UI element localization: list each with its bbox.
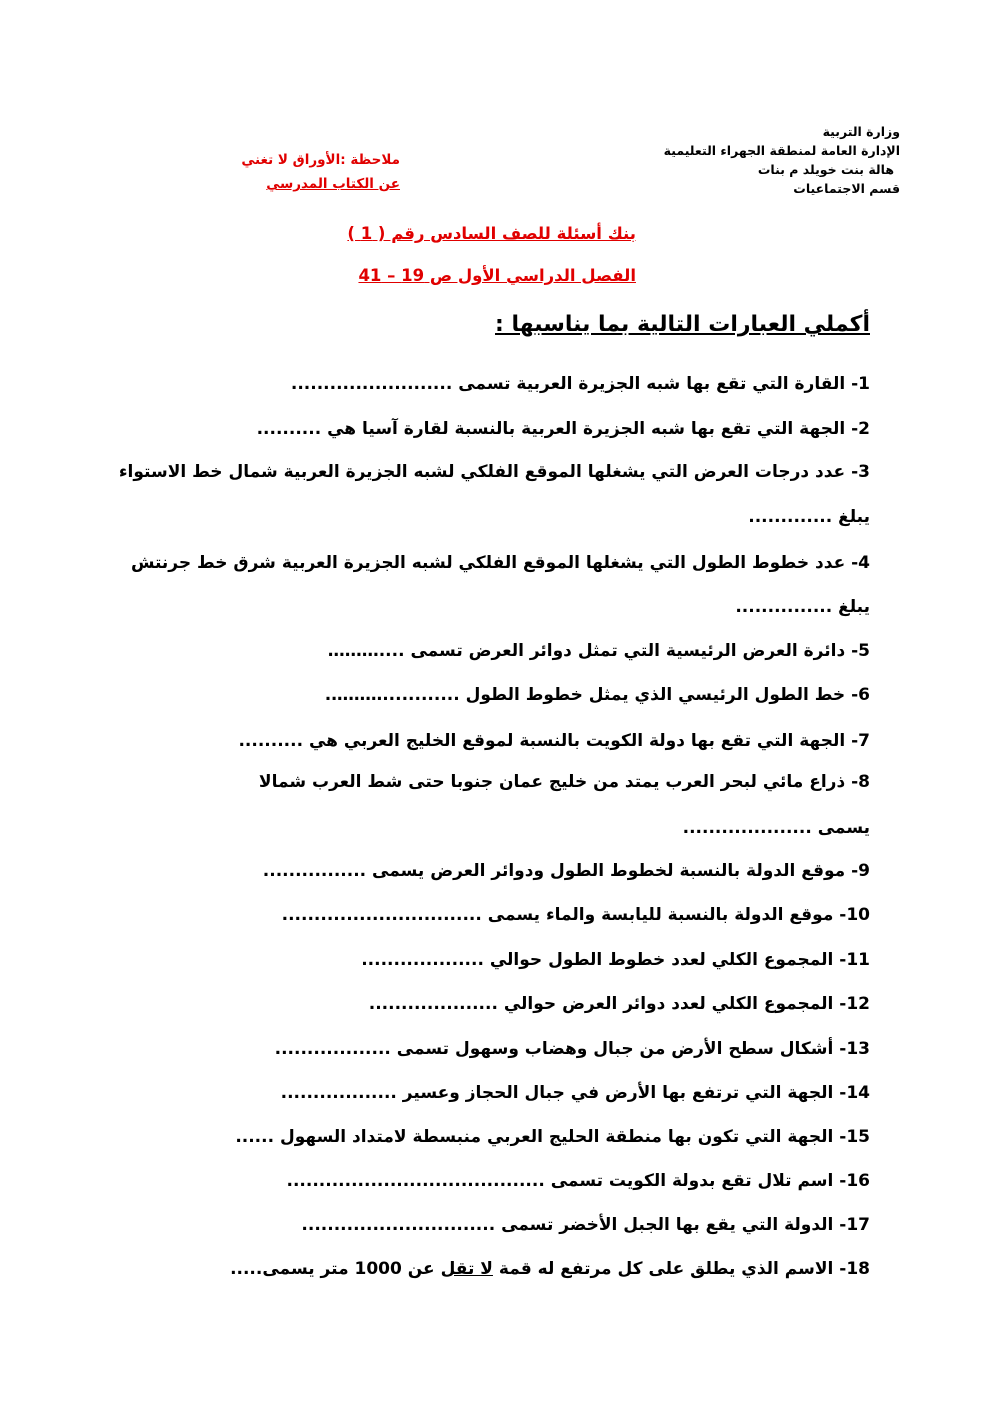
- question-18: [230, 1258, 870, 1280]
- note-line-1: ملاحظة :الأوراق لا تغني: [241, 152, 400, 168]
- semester-title: الفصل الدراسي الأول ص 19 – 41: [358, 266, 636, 285]
- question-7: 7- الجهة التي تقع بها دولة الكويت بالنسبة لموقع الخليج العربي هي ..........: [238, 731, 870, 751]
- question-8: 8- ذراع مائي لبحر العرب يمتد من خليج عمان جنوبا حتى شط العرب شمالا: [258, 772, 870, 792]
- question-18-start: 18- الاسم الذي يطلق على كل مرتفع له قمة: [492, 1259, 870, 1279]
- note-line-2: عن الكتاب المدرسي: [266, 176, 400, 192]
- ministry-header: [570, 122, 900, 198]
- ministry-name: وزارة التربية: [822, 124, 900, 139]
- question-16: 16- اسم تلال تقع بدولة الكويت تسمى ........................................: [286, 1171, 870, 1191]
- question-2: 2- الجهة التي تقع بها شبه الجزيرة العربية بالنسبة لقارة آسيا هي ..........: [256, 419, 870, 439]
- question-18-underlined: لا تقل: [440, 1259, 493, 1279]
- question-4-continued: يبلغ ...............: [735, 597, 870, 617]
- question-11: 11- المجموع الكلي لعدد خطوط الطول حوالي ...................: [361, 950, 870, 970]
- question-14: 14- الجهة التي ترتفع بها الأرض في جبال الحجاز وعسير ..................: [280, 1083, 870, 1103]
- school-name: هالة بنت خويلد م بنات: [757, 162, 894, 177]
- question-3: 3- عدد درجات العرض التي يشغلها الموقع الفلكي لشبه الجزيرة العربية شمال خط الاستواء: [118, 462, 870, 482]
- note-block: [180, 148, 400, 196]
- question-13: 13- أشكال سطح الأرض من جبال وهضاب وسهول تسمى ..................: [274, 1039, 870, 1059]
- department-name: قسم الاجتماعيات: [793, 181, 900, 196]
- question-3-continued: يبلغ .............: [748, 507, 870, 527]
- question-9: 9- موقع الدولة بالنسبة لخطوط الطول ودوائر العرض يسمى ................: [262, 861, 870, 881]
- section-title: أكملي العبارات التالية بما يناسبها :: [495, 312, 870, 337]
- question-5: 5- دائرة العرض الرئيسية التي تمثل دوائر العرض تسمى ....………: [327, 641, 870, 661]
- question-1: 1- القارة التي تقع بها شبه الجزيرة العربية تسمى .........................: [290, 374, 870, 394]
- question-4: 4- عدد خطوط الطول التي يشغلها الموقع الفلكي لشبه الجزيرة العربية شرق خط جرنتش: [130, 553, 870, 573]
- question-15: 15- الجهة التي تكون بها منطقة الحليج العربي منبسطة لامتداد السهول ......: [235, 1127, 870, 1147]
- question-12: 12- المجموع الكلي لعدد دوائر العرض حوالي ....................: [368, 994, 870, 1014]
- district-name: الإدارة العامة لمنطقة الجهراء التعليمية: [663, 143, 900, 158]
- question-8-continued: يسمى ....................: [682, 818, 870, 838]
- question-6: 6- خط الطول الرئيسي الذي يمثل خطوط الطول ............……….: [324, 685, 870, 705]
- question-17: 17- الدولة التي يقع بها الجبل الأخضر تسمى ..............................: [301, 1215, 870, 1235]
- question-18-end: عن 1000 متر يسمى.....: [230, 1259, 441, 1279]
- question-10: 10- موقع الدولة بالنسبة لليابسة والماء يسمى ...............................: [281, 905, 870, 925]
- question-bank-title: بنك أسئلة للصف السادس رقم ( 1 ): [347, 224, 636, 243]
